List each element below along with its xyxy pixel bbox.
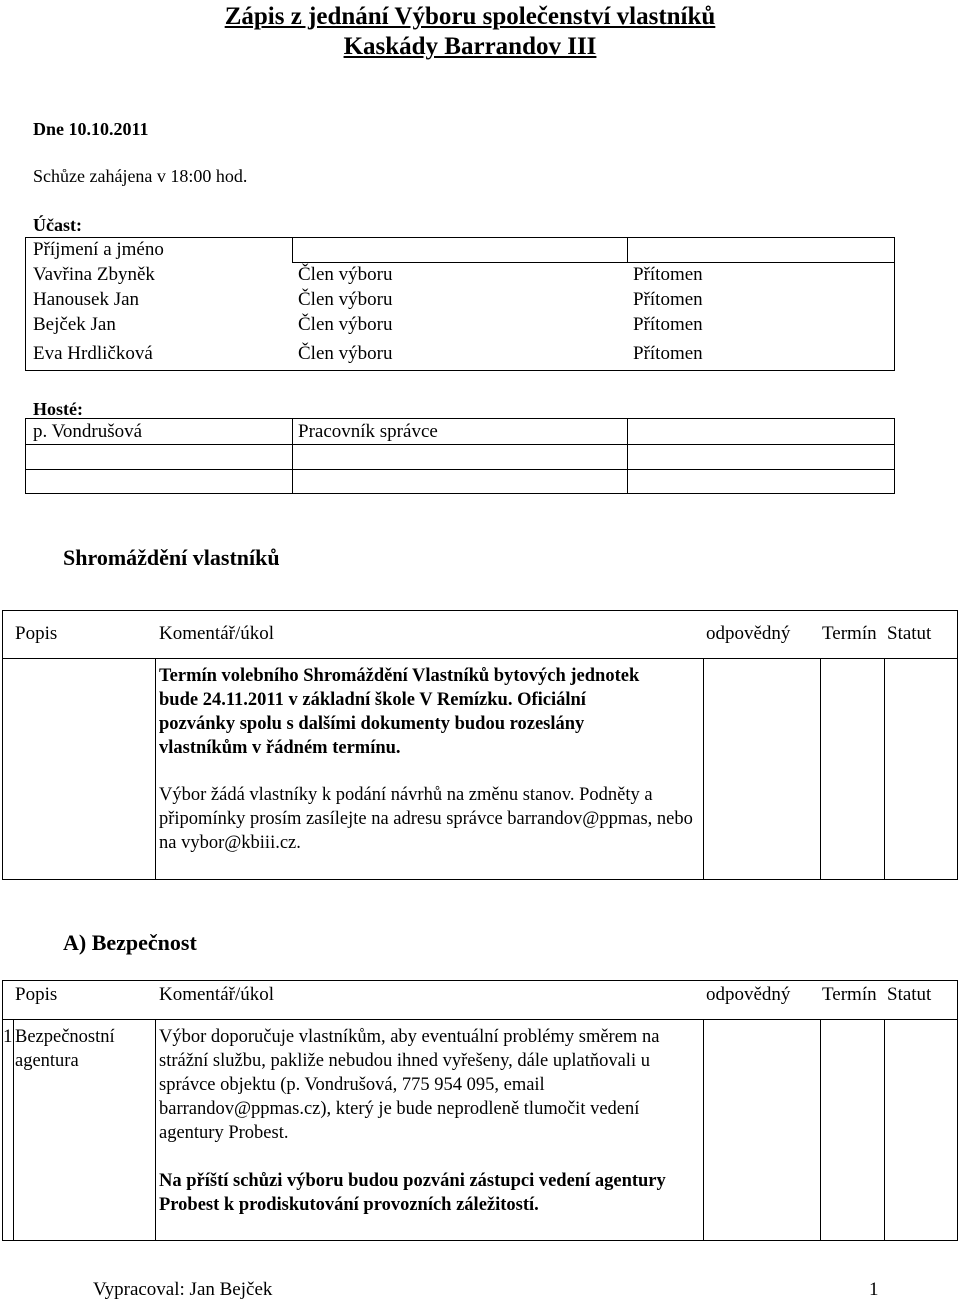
guests-table <box>25 418 895 494</box>
column-header-komentar: Komentář/úkol <box>159 984 275 1005</box>
column-header-termin: Termín <box>822 984 877 1005</box>
attendee-role: Člen výboru <box>298 343 393 364</box>
attendee-role: Člen výboru <box>298 289 393 310</box>
column-header-odpovedny: odpovědný <box>706 984 791 1005</box>
column-header-statut: Statut <box>887 984 932 1005</box>
document-title-line-2: Kaskády Barrandov III <box>343 33 597 60</box>
page-number: 1 <box>869 1279 879 1300</box>
attendee-status: Přítomen <box>633 314 703 335</box>
attendee-name: Bejček Jan <box>33 314 116 335</box>
footer-prepared-by: Vypracoval: Jan Bejček <box>93 1279 273 1300</box>
attendance-heading: Účast: <box>33 215 82 235</box>
guest-role: Pracovník správce <box>298 421 438 442</box>
section2-text: Výbor doporučuje vlastníkům, aby eventuální problémy směrem na strážní službu, pakliže nebudou ihned vyřešeny, dále uplatňovali u správce objektu (p. Vondrušová, 775 954 095, email barrandov@ppmas.cz), který je bude neprodleně tlumočit vedení agentury Probest. <box>159 1027 660 1143</box>
meeting-date: Dne 10.10.2011 <box>33 119 149 139</box>
attendee-status: Přítomen <box>633 264 703 285</box>
column-header-odpovedny: odpovědný <box>706 623 791 644</box>
attendee-role: Člen výboru <box>298 314 393 335</box>
meeting-opened: Schůze zahájena v 18:00 hod. <box>33 166 248 186</box>
row-number: 1 <box>3 1026 13 1047</box>
section1-text: Výbor žádá vlastníky k podání návrhů na změnu stanov. Podněty a připomínky prosím zasílejte na adresu správce barrandov@ppmas, nebo na vybor@kbiii.cz. <box>159 785 693 853</box>
section-heading: A) Bezpečnost <box>63 930 197 955</box>
section1-bold-text: Termín volebního Shromáždění Vlastníků bytových jednotek bude 24.11.2011 v základní škole V Remízku. Oficiální pozvánky spolu s dalšími dokumenty budou rozeslány vlastníkům v řádném termínu. <box>159 666 640 758</box>
column-header-komentar: Komentář/úkol <box>159 623 275 644</box>
section2-bold-text: Na příští schůzi výboru budou pozváni zástupci vedení agentury Probest k prodiskutování provozních záležitostí. <box>159 1171 666 1215</box>
attendee-status: Přítomen <box>633 289 703 310</box>
column-header-popis: Popis <box>15 623 58 644</box>
guests-heading: Hosté: <box>33 399 83 419</box>
row-popis: Bezpečnostní agentura <box>15 1027 115 1071</box>
attendee-name: Hanousek Jan <box>33 289 140 310</box>
document-title-line-1: Zápis z jednání Výboru společenství vlastníků <box>224 3 716 30</box>
section-heading: Shromáždění vlastníků <box>63 545 280 570</box>
guest-name: p. Vondrušová <box>33 421 143 442</box>
attendee-role: Člen výboru <box>298 264 393 285</box>
column-header-statut: Statut <box>887 623 932 644</box>
attendee-status: Přítomen <box>633 343 703 364</box>
attendee-name: Vavřina Zbyněk <box>33 264 155 285</box>
attendee-name: Eva Hrdličková <box>33 343 153 364</box>
column-header-termin: Termín <box>822 623 877 644</box>
attendance-header-name: Příjmení a jméno <box>33 239 164 260</box>
column-header-popis: Popis <box>15 984 58 1005</box>
